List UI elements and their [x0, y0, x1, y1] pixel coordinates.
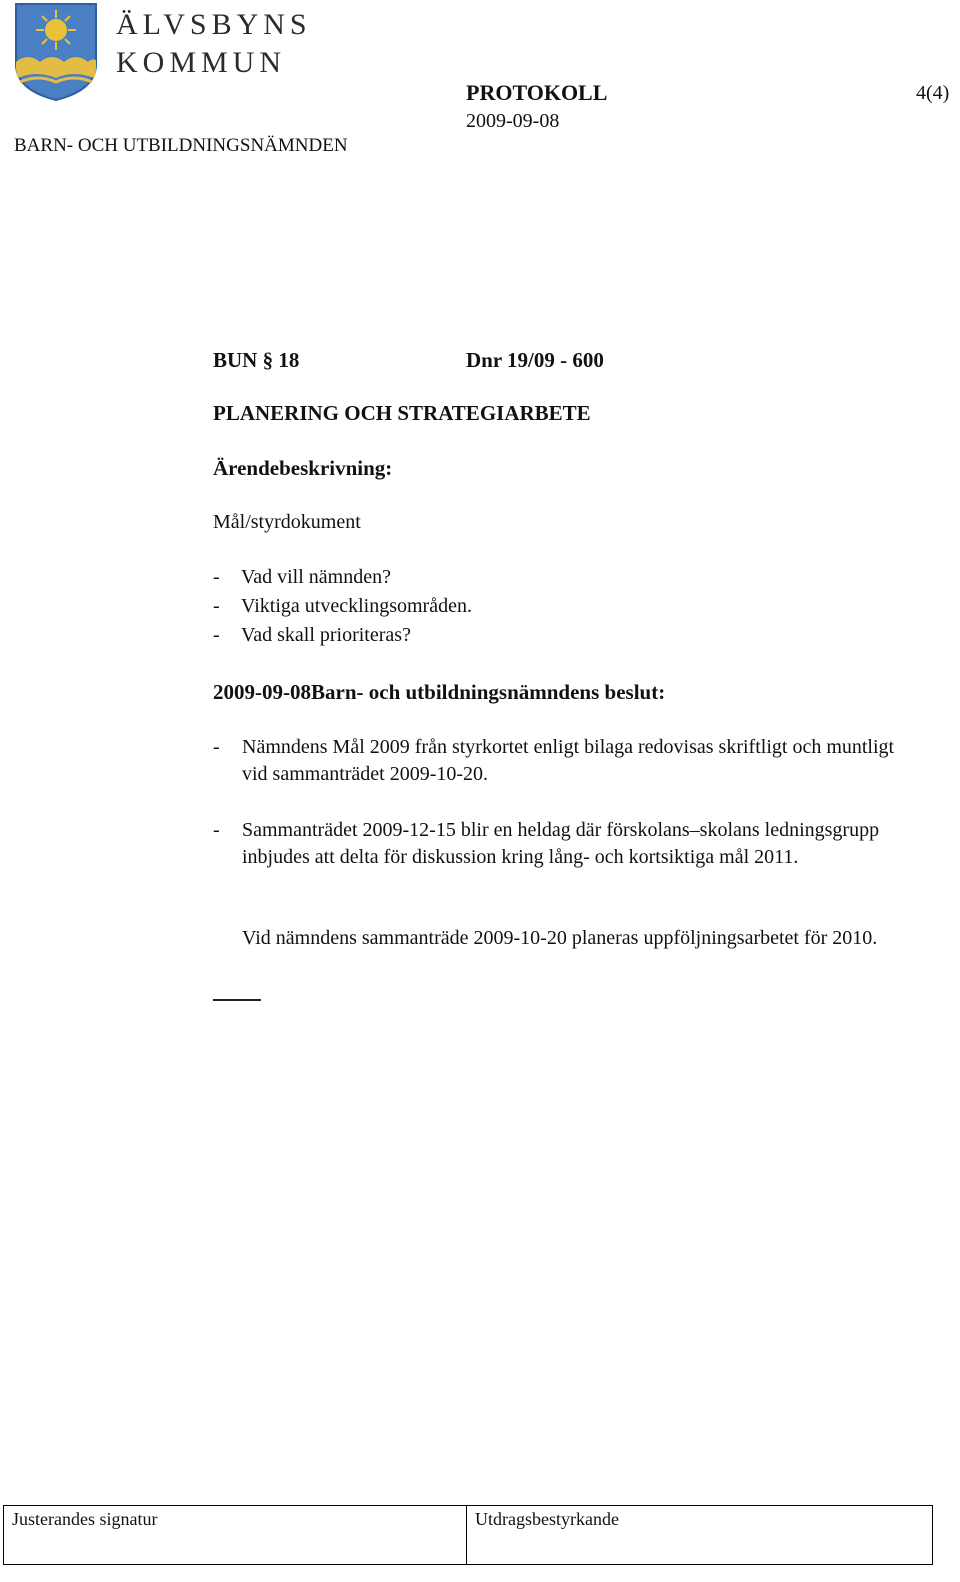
description-point — [213, 624, 411, 647]
decision-point — [213, 734, 923, 788]
dash-marker: - — [213, 595, 220, 617]
signature-label: Justerandes signatur — [12, 1509, 158, 1529]
follow-up-text: Vid nämndens sammanträde 2009-10-20 planeras uppföljningsarbetet för 2010. — [242, 927, 878, 949]
decision-point-text: Sammanträdet 2009-12-15 blir en heldag där förskolans–skolans ledningsgrupp inbjudes att delta för diskussion kring lång- och kortsiktiga mål 2011. — [242, 819, 880, 868]
municipality-crest-logo — [14, 2, 98, 102]
logo-wordmark-line1: ÄLVSBYNS — [116, 8, 312, 41]
decision-heading: Barn- och utbildningsnämndens beslut: — [311, 680, 666, 704]
footer-signature-table — [3, 1505, 933, 1565]
description-point-text: Vad skall prioriteras? — [241, 624, 411, 646]
logo-wordmark-line2: KOMMUN — [116, 46, 287, 79]
dash-marker: - — [213, 624, 220, 646]
decision-point-text: Nämndens Mål 2009 från styrkortet enligt bilaga redovisas skriftligt och muntligt vid sammanträdet 2009-10-20. — [242, 736, 895, 785]
dash-marker: - — [213, 566, 220, 588]
decision-point — [213, 817, 923, 871]
extract-certification-label: Utdragsbestyrkande — [475, 1509, 619, 1529]
description-intro: Mål/styrdokument — [213, 511, 361, 533]
end-of-item-rule — [213, 999, 261, 1001]
description-point — [213, 595, 472, 618]
dash-marker: - — [213, 819, 220, 841]
document-type-title: PROTOKOLL — [466, 80, 608, 105]
page-number: 4(4) — [916, 82, 950, 104]
extract-certification-cell — [467, 1506, 932, 1564]
description-point-text: Viktiga utvecklingsområden. — [241, 595, 472, 617]
description-point-text: Vad vill nämnden? — [241, 566, 391, 588]
section-title: PLANERING OCH STRATEGIARBETE — [213, 401, 591, 425]
department-name: BARN- OCH UTBILDNINGSNÄMNDEN — [14, 135, 348, 156]
decision-heading-line — [213, 680, 665, 705]
document-date: 2009-09-08 — [466, 110, 560, 132]
diary-number: Dnr 19/09 - 600 — [466, 348, 604, 372]
decision-date: 2009-09-08 — [213, 680, 311, 704]
follow-up-note — [213, 925, 923, 952]
description-heading: Ärendebeskrivning: — [213, 456, 393, 480]
paragraph-reference: BUN § 18 — [213, 348, 300, 372]
description-point — [213, 566, 391, 589]
signature-cell — [4, 1506, 467, 1564]
dash-marker: - — [213, 736, 220, 758]
